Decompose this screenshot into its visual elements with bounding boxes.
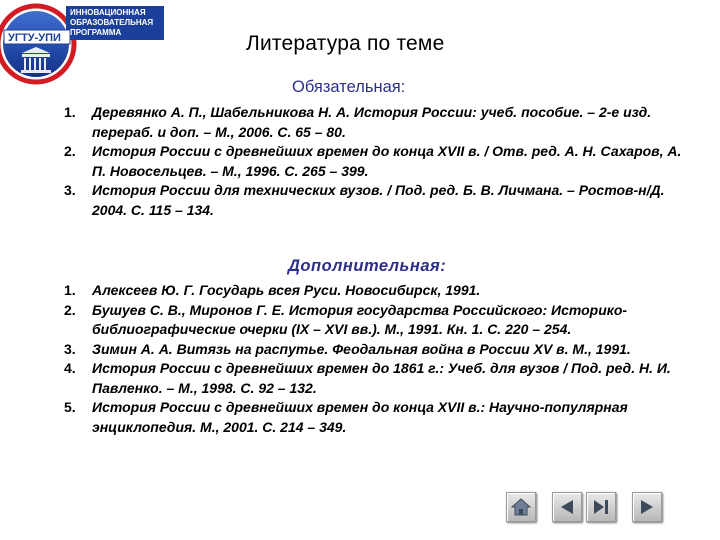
item-text: Алексеев Ю. Г. Государь всея Руси. Новосибирск, 1991. <box>92 282 481 298</box>
item-text: История России для технических вузов. / Под. ред. Б. В. Личмана. – Ростов-н/Д. 2004. С. 115 – 134. <box>92 182 665 218</box>
list-item <box>64 103 682 142</box>
next-section-button[interactable] <box>586 492 616 522</box>
list-item <box>64 398 682 437</box>
item-text: Бушуев С. В., Миронов Г. Е. История государства Российского: Историко-библиографические очерки (IX – XVI вв.). М., 1991. Кн. 1. С. 220 – 254. <box>92 301 628 337</box>
next-bar-icon <box>592 498 610 516</box>
logo-line-3: ПРОГРАММА <box>70 28 122 37</box>
page-title: Литература по теме <box>246 32 445 55</box>
item-number: 3. <box>64 182 76 198</box>
item-text: История России с древнейших времен до конца XVII в.: Научно-популярная энциклопедия. М., 2001. С. 214 – 349. <box>92 399 628 435</box>
list-item <box>64 142 682 181</box>
item-text: Зимин А. А. Витязь на распутье. Феодальная война в России XV в. М., 1991. <box>92 340 631 357</box>
item-text: История России с древнейших времен до конца XVII в. / Отв. ред. А. Н. Сахаров, А. П. Новосельцев. – М., 1996. С. 265 – 399. <box>92 143 682 179</box>
university-logo <box>0 0 170 90</box>
slide-navigation <box>506 492 662 522</box>
triangle-right-icon <box>638 498 656 516</box>
extra-list <box>64 281 704 437</box>
list-item <box>64 281 682 301</box>
previous-button[interactable] <box>552 492 582 522</box>
nav-spacer <box>620 492 628 522</box>
list-item <box>64 359 682 398</box>
item-number: 3. <box>64 340 76 357</box>
forward-button[interactable] <box>632 492 662 522</box>
logo-line-2: ОБРАЗОВАТЕЛЬНАЯ <box>70 18 154 27</box>
required-list <box>64 103 704 220</box>
home-icon <box>511 498 531 516</box>
triangle-left-icon <box>558 498 576 516</box>
item-text: Деревянко А. П., Шабельникова Н. А. История России: учеб. пособие. – 2-е изд. перераб. и доп. – М., 2006. С. 65 – 80. <box>92 104 652 140</box>
logo-abbr: УГТУ-УПИ <box>8 32 61 44</box>
nav-spacer <box>540 492 548 522</box>
logo-line-1: ИННОВАЦИОННАЯ <box>70 8 146 17</box>
home-button[interactable] <box>506 492 536 522</box>
item-number: 1. <box>64 104 76 120</box>
extra-heading: Дополнительная: <box>288 257 447 275</box>
item-number: 2. <box>64 143 76 159</box>
item-text: История России с древнейших времен до 1861 г.: Учеб. для вузов / Под. ред. Н. И. Павленко. – М., 1998. С. 92 – 132. <box>92 360 671 396</box>
list-item <box>64 301 682 340</box>
item-number: 2. <box>64 301 76 318</box>
list-item <box>64 340 682 360</box>
list-item <box>64 181 682 220</box>
item-number: 4. <box>64 360 76 376</box>
item-number: 1. <box>64 282 76 298</box>
required-heading: Обязательная: <box>292 78 406 96</box>
item-number: 5. <box>64 399 76 415</box>
